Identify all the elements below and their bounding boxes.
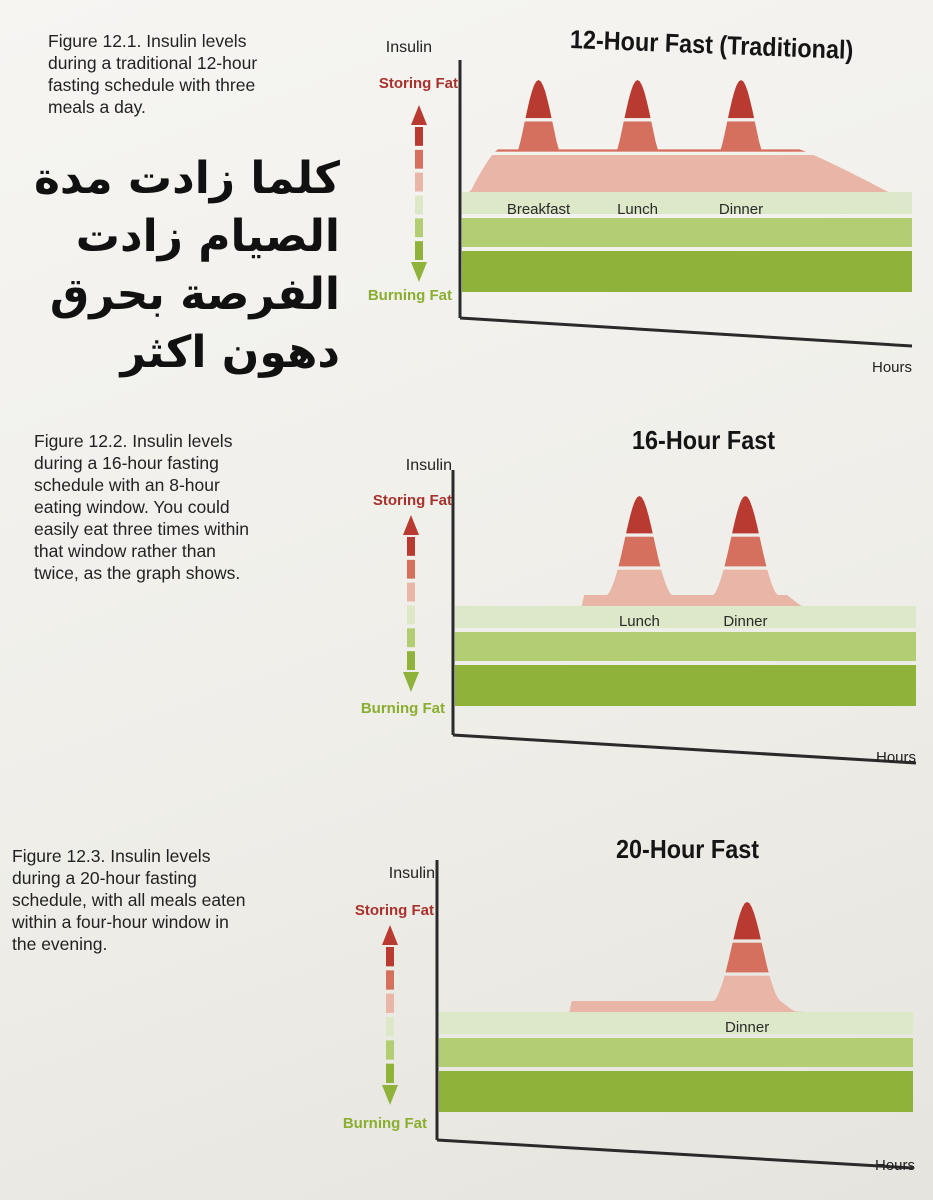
insulin-band [439, 902, 913, 939]
meal-label: Dinner [718, 201, 764, 218]
x-axis-label: Hours [875, 749, 916, 766]
chart-group [343, 860, 915, 1174]
insulin-band [455, 496, 916, 533]
arrow-segment [415, 218, 423, 237]
arrow-segment [415, 127, 423, 146]
caption-line: the evening. [12, 934, 108, 954]
arrow-segment [407, 606, 415, 625]
x-axis [437, 1140, 913, 1168]
arrow-up-head [411, 105, 427, 125]
y-axis-label: Insulin [405, 457, 452, 474]
insulin-band [462, 155, 912, 192]
arabic-line: الصيام زادت [75, 211, 340, 262]
arrow-segment [407, 560, 415, 579]
caption-line: eating window. You could [34, 497, 230, 517]
meal-label: Dinner [725, 1019, 770, 1036]
caption-line: during a 20-hour fasting [12, 868, 197, 888]
insulin-band [455, 665, 916, 706]
arrow-up-head [403, 515, 419, 535]
arrow-segment [407, 628, 415, 647]
meal-label: Lunch [618, 613, 660, 630]
chart-16-hour-fast [0, 400, 933, 800]
insulin-band [462, 121, 912, 151]
meal-label: Breakfast [506, 201, 571, 218]
x-axis-label: Hours [874, 1157, 915, 1174]
arabic-line: دهون اكثر [120, 327, 340, 378]
caption-line: Figure 12.1. Insulin levels [48, 31, 247, 51]
arrow-up-head [382, 925, 398, 945]
chart-12-hour-fast [0, 0, 933, 400]
insulin-band [439, 1012, 913, 1034]
arrow-segment [386, 1064, 394, 1083]
insulin-band [455, 632, 916, 661]
insulin-area [462, 80, 912, 292]
arrow-segment [386, 1040, 394, 1059]
meal-label: Lunch [617, 201, 658, 218]
insulin-band [462, 80, 912, 118]
arrow-segment [386, 947, 394, 966]
burning-fat-label: Burning Fat [342, 1115, 427, 1132]
arrow-segment [386, 994, 394, 1013]
burning-fat-label: Burning Fat [367, 287, 452, 304]
caption-line: during a traditional 12-hour [48, 53, 258, 73]
arrow-segment [386, 1017, 394, 1036]
insulin-band [439, 976, 913, 1012]
insulin-band [439, 1038, 913, 1067]
arrow-segment [415, 241, 423, 260]
arrow-down-head [411, 262, 427, 282]
insulin-band [462, 218, 912, 247]
caption-line: within a four-hour window in [12, 912, 229, 932]
chart-group [368, 39, 912, 376]
caption-line: during a 16-hour fasting [34, 453, 219, 473]
insulin-area [455, 496, 916, 706]
insulin-area [439, 902, 913, 1112]
caption-line: fasting schedule with three [48, 75, 256, 95]
insulin-band [462, 251, 912, 292]
arrow-down-head [382, 1085, 398, 1105]
arrow-segment [407, 651, 415, 670]
caption-line: Figure 12.3. Insulin levels [12, 846, 211, 866]
caption-line: easily eat three times within [34, 519, 249, 539]
insulin-band [439, 1071, 913, 1112]
arabic-line: كلما زادت مدة [33, 153, 340, 204]
caption-line: meals a day. [48, 97, 146, 117]
insulin-band [455, 537, 916, 567]
arrow-down-head [403, 672, 419, 692]
insulin-band [455, 570, 916, 606]
arrow-segment [407, 583, 415, 602]
x-axis [460, 318, 912, 346]
chart-group [361, 457, 916, 766]
burning-fat-label: Burning Fat [360, 700, 445, 717]
chart-20-hour-fast [0, 800, 933, 1200]
caption-line: schedule with an 8-hour [34, 475, 220, 495]
storing-fat-label: Storing Fat [354, 902, 434, 919]
chart-title-16-hour: 16-Hour Fast [632, 425, 776, 455]
arrow-segment [415, 196, 423, 215]
storing-fat-label: Storing Fat [378, 75, 458, 92]
insulin-band [455, 606, 916, 628]
caption-line: Figure 12.2. Insulin levels [34, 431, 233, 451]
arrow-segment [386, 970, 394, 989]
chart-title-12-hour: 12-Hour Fast (Traditional) [569, 24, 854, 65]
chart-title-20-hour: 20-Hour Fast [616, 834, 760, 864]
meal-label: Dinner [723, 613, 768, 630]
caption-line: schedule, with all meals eaten [12, 890, 246, 910]
y-axis-label: Insulin [388, 865, 435, 882]
storing-fat-label: Storing Fat [372, 492, 452, 509]
arrow-segment [415, 150, 423, 169]
x-axis [453, 735, 916, 763]
arrow-segment [415, 173, 423, 192]
y-axis-label: Insulin [385, 39, 432, 56]
arrow-segment [407, 537, 415, 556]
arabic-line: الفرصة بحرق [49, 269, 340, 320]
insulin-band [439, 943, 913, 973]
x-axis-label: Hours [871, 359, 912, 376]
caption-line: twice, as the graph shows. [34, 563, 241, 583]
caption-line: that window rather than [34, 541, 216, 561]
